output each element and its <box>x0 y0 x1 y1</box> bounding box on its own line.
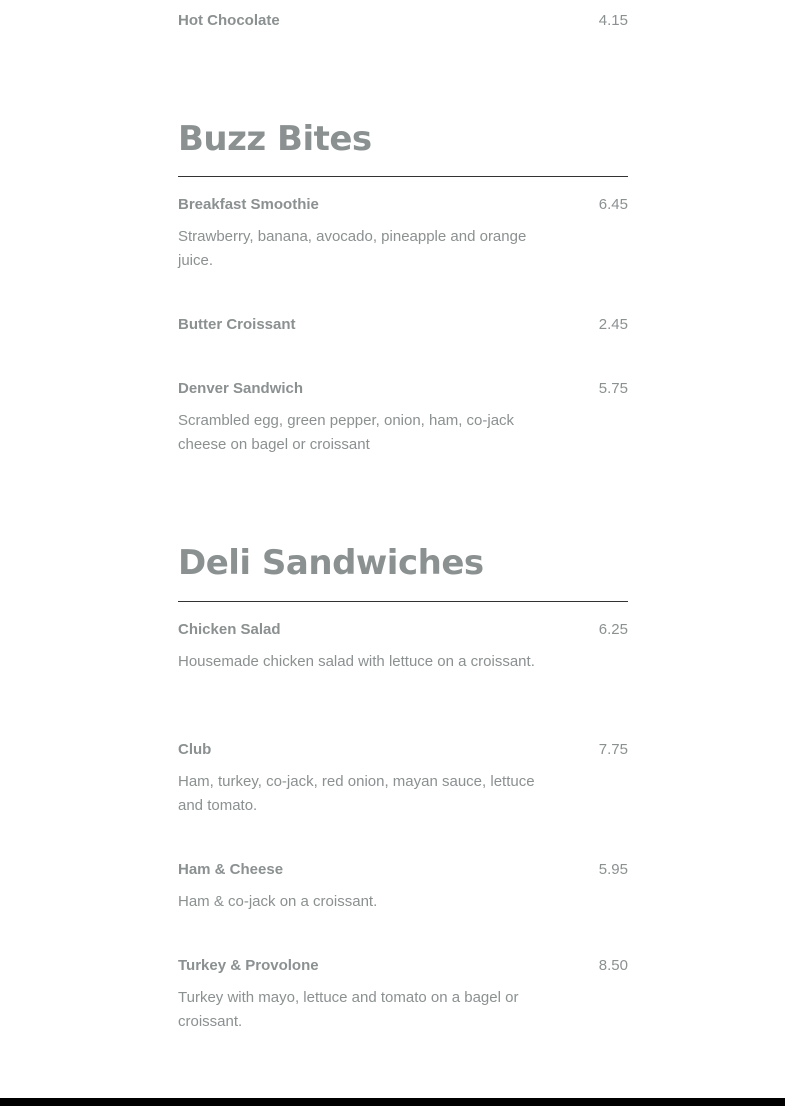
menu-item-price: 2.45 <box>598 316 628 333</box>
menu-item-description: Scrambled egg, green pepper, onion, ham, co-jack cheese on bagel or croissant <box>178 412 515 453</box>
menu-item-name: Breakfast Smoothie <box>178 196 319 213</box>
menu-item-name: Ham & Cheese <box>178 861 284 878</box>
section-divider <box>178 176 628 177</box>
section-title-deli-sandwiches: Deli Sandwiches <box>178 543 484 583</box>
menu-item-price: 8.50 <box>598 957 628 974</box>
menu-item-name: Turkey & Provolone <box>178 957 319 974</box>
menu-item-description: Housemade chicken salad with lettuce on a croissant. <box>178 653 535 670</box>
menu-item-description: Strawberry, banana, avocado, pineapple and orange juice. <box>178 228 527 269</box>
menu-item-name: Chicken Salad <box>178 621 281 638</box>
menu-item-price: 7.75 <box>598 741 628 758</box>
menu-item-price: 5.75 <box>598 380 628 397</box>
menu-item-description: Ham & co-jack on a croissant. <box>178 893 378 910</box>
footer-bar <box>0 1098 785 1106</box>
menu-item-description: Ham, turkey, co-jack, red onion, mayan sauce, lettuce and tomato. <box>178 773 535 814</box>
menu-item-price: 6.45 <box>598 196 628 213</box>
section-divider <box>178 601 628 602</box>
menu-item-price: 6.25 <box>598 621 628 638</box>
menu-item-price: 4.15 <box>598 12 628 29</box>
section-title-buzz-bites: Buzz Bites <box>178 119 372 159</box>
menu-item-description: Turkey with mayo, lettuce and tomato on a bagel or croissant. <box>178 989 519 1030</box>
menu-item-price: 5.95 <box>598 861 628 878</box>
menu-item-name: Butter Croissant <box>178 316 296 333</box>
menu-item-name: Club <box>178 741 212 758</box>
menu-item-name: Hot Chocolate <box>178 12 280 29</box>
menu-item-name: Denver Sandwich <box>178 380 304 397</box>
